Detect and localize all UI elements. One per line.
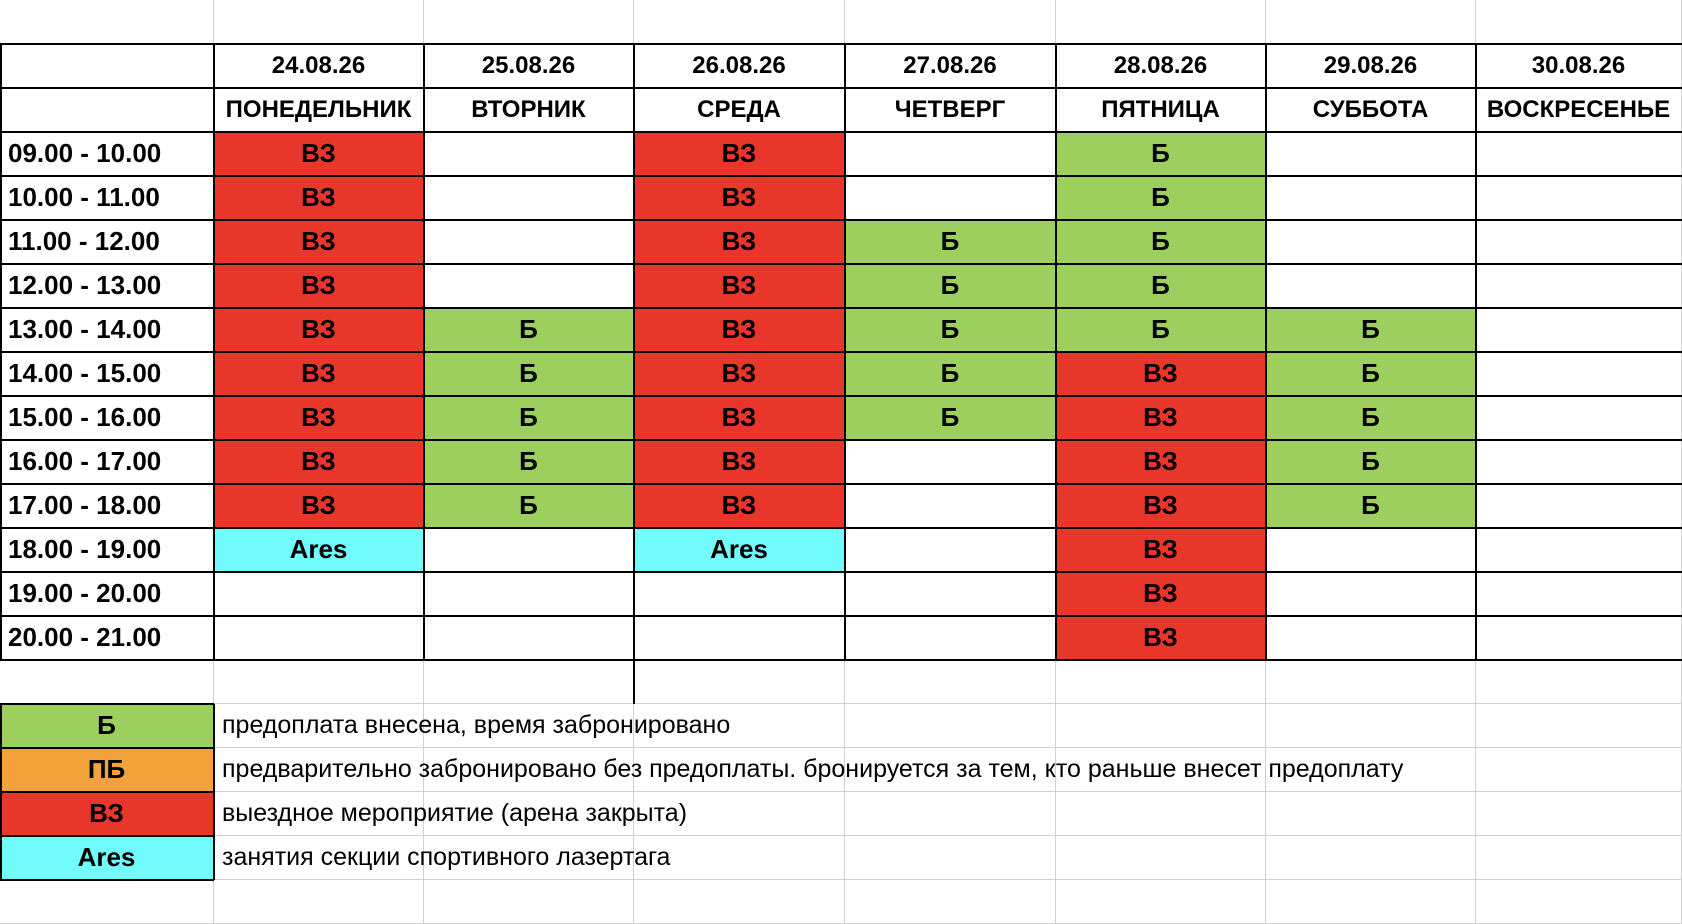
table-border (633, 660, 635, 704)
table-border (633, 44, 635, 660)
empty-slot-cell[interactable] (424, 132, 634, 176)
empty-slot-cell[interactable] (1476, 616, 1682, 660)
empty-slot-cell[interactable] (1266, 220, 1476, 264)
booking-cell[interactable]: ВЗ (634, 308, 845, 352)
empty-cell[interactable] (845, 880, 1056, 924)
table-border (0, 835, 214, 837)
empty-slot-cell[interactable] (424, 616, 634, 660)
booking-cell[interactable]: Б (1266, 440, 1476, 484)
weekday-header[interactable]: ВОСКРЕСЕНЬЕ (1476, 88, 1682, 132)
empty-cell[interactable] (634, 880, 845, 924)
table-border (1475, 44, 1477, 660)
booking-cell[interactable]: ВЗ (214, 440, 424, 484)
empty-slot-cell[interactable] (1476, 352, 1682, 396)
empty-slot-cell[interactable] (845, 440, 1056, 484)
empty-cell[interactable] (1266, 660, 1476, 704)
booking-cell[interactable]: ВЗ (1056, 484, 1266, 528)
empty-slot-cell[interactable] (1476, 220, 1682, 264)
time-slot-label[interactable]: 09.00 - 10.00 (0, 132, 214, 176)
table-border (0, 439, 1682, 441)
date-header[interactable]: 30.08.26 (1476, 44, 1682, 88)
empty-cell[interactable] (214, 660, 424, 704)
table-border (213, 44, 215, 660)
booking-cell[interactable]: ВЗ (214, 220, 424, 264)
booking-cell[interactable]: ВЗ (634, 484, 845, 528)
booking-cell[interactable]: ВЗ (634, 440, 845, 484)
empty-cell[interactable] (1476, 660, 1682, 704)
table-border (0, 395, 1682, 397)
table-border (0, 219, 1682, 221)
weekday-header[interactable]: СУББОТА (1266, 88, 1476, 132)
table-border (0, 351, 1682, 353)
empty-slot-cell[interactable] (1266, 132, 1476, 176)
empty-slot-cell[interactable] (845, 484, 1056, 528)
empty-cell[interactable] (424, 0, 634, 44)
empty-cell[interactable] (0, 44, 214, 88)
legend-description[interactable]: занятия секции спортивного лазертага (214, 836, 1682, 880)
booking-cell[interactable]: Б (1056, 308, 1266, 352)
booking-cell[interactable]: ВЗ (1056, 352, 1266, 396)
table-border (0, 703, 214, 705)
booking-cell[interactable]: Б (1056, 264, 1266, 308)
empty-cell[interactable] (0, 0, 214, 44)
empty-cell[interactable] (1476, 0, 1682, 44)
empty-slot-cell[interactable] (1266, 572, 1476, 616)
booking-cell[interactable]: Б (845, 220, 1056, 264)
table-border (0, 175, 1682, 177)
table-border (1265, 44, 1267, 660)
booking-cell[interactable]: Б (424, 484, 634, 528)
empty-cell[interactable] (1056, 660, 1266, 704)
booking-cell[interactable]: ВЗ (1056, 616, 1266, 660)
weekday-header[interactable]: СРЕДА (634, 88, 845, 132)
table-border (844, 44, 846, 660)
date-header[interactable]: 29.08.26 (1266, 44, 1476, 88)
booking-cell[interactable]: ВЗ (634, 132, 845, 176)
booking-cell[interactable]: ВЗ (214, 352, 424, 396)
time-slot-label[interactable]: 19.00 - 20.00 (0, 572, 214, 616)
empty-slot-cell[interactable] (214, 572, 424, 616)
weekday-header[interactable]: ПОНЕДЕЛЬНИК (214, 88, 424, 132)
booking-cell[interactable]: Б (845, 352, 1056, 396)
booking-cell[interactable]: ВЗ (634, 396, 845, 440)
time-slot-label[interactable]: 20.00 - 21.00 (0, 616, 214, 660)
booking-cell[interactable]: Б (424, 440, 634, 484)
empty-cell[interactable] (845, 0, 1056, 44)
empty-slot-cell[interactable] (424, 176, 634, 220)
time-slot-label[interactable]: 16.00 - 17.00 (0, 440, 214, 484)
empty-slot-cell[interactable] (845, 176, 1056, 220)
table-border (0, 704, 2, 880)
date-header[interactable]: 28.08.26 (1056, 44, 1266, 88)
empty-slot-cell[interactable] (1266, 176, 1476, 220)
booking-cell[interactable]: ВЗ (634, 220, 845, 264)
empty-slot-cell[interactable] (1266, 616, 1476, 660)
empty-cell[interactable] (0, 660, 214, 704)
date-header[interactable]: 27.08.26 (845, 44, 1056, 88)
table-border (0, 44, 2, 660)
booking-cell[interactable]: ВЗ (214, 308, 424, 352)
table-border (0, 615, 1682, 617)
empty-slot-cell[interactable] (1476, 528, 1682, 572)
empty-slot-cell[interactable] (1476, 440, 1682, 484)
empty-cell[interactable] (1056, 0, 1266, 44)
time-slot-label[interactable]: 10.00 - 11.00 (0, 176, 214, 220)
time-slot-label[interactable]: 14.00 - 15.00 (0, 352, 214, 396)
table-border (0, 659, 1682, 661)
empty-cell[interactable] (424, 660, 634, 704)
empty-cell[interactable] (1266, 0, 1476, 44)
empty-slot-cell[interactable] (845, 616, 1056, 660)
booking-cell[interactable]: Б (424, 352, 634, 396)
legend-description[interactable]: предоплата внесена, время забронировано (214, 704, 1682, 748)
booking-cell[interactable]: Б (1266, 308, 1476, 352)
booking-cell[interactable]: ВЗ (1056, 572, 1266, 616)
empty-cell[interactable] (424, 880, 634, 924)
legend-swatch[interactable]: ВЗ (0, 792, 214, 836)
empty-slot-cell[interactable] (1476, 572, 1682, 616)
empty-cell[interactable] (1056, 880, 1266, 924)
booking-cell[interactable]: Б (1056, 220, 1266, 264)
booking-cell[interactable]: Б (1266, 352, 1476, 396)
booking-cell[interactable]: ВЗ (1056, 396, 1266, 440)
weekday-header[interactable]: ПЯТНИЦА (1056, 88, 1266, 132)
booking-cell[interactable]: ВЗ (214, 132, 424, 176)
time-slot-label[interactable]: 17.00 - 18.00 (0, 484, 214, 528)
table-border (1055, 44, 1057, 660)
booking-cell[interactable]: Б (424, 308, 634, 352)
time-slot-label[interactable]: 15.00 - 16.00 (0, 396, 214, 440)
legend-swatch[interactable]: Ares (0, 836, 214, 880)
weekday-header[interactable]: ЧЕТВЕРГ (845, 88, 1056, 132)
empty-slot-cell[interactable] (424, 264, 634, 308)
table-border (0, 747, 214, 749)
booking-cell[interactable]: ВЗ (634, 176, 845, 220)
booking-cell[interactable]: Б (845, 308, 1056, 352)
empty-slot-cell[interactable] (214, 616, 424, 660)
empty-slot-cell[interactable] (1476, 396, 1682, 440)
table-border (0, 879, 214, 881)
time-slot-label[interactable]: 18.00 - 19.00 (0, 528, 214, 572)
empty-cell[interactable] (214, 880, 424, 924)
booking-cell[interactable]: ВЗ (1056, 440, 1266, 484)
empty-cell[interactable] (634, 660, 845, 704)
empty-cell[interactable] (1266, 880, 1476, 924)
booking-cell[interactable]: Б (1266, 396, 1476, 440)
empty-slot-cell[interactable] (634, 572, 845, 616)
time-slot-label[interactable]: 11.00 - 12.00 (0, 220, 214, 264)
empty-cell[interactable] (0, 88, 214, 132)
empty-slot-cell[interactable] (1476, 176, 1682, 220)
booking-cell[interactable]: ВЗ (214, 264, 424, 308)
booking-cell[interactable]: Б (424, 396, 634, 440)
table-border (0, 791, 214, 793)
booking-cell[interactable]: Ares (214, 528, 424, 572)
booking-cell[interactable]: Ares (634, 528, 845, 572)
booking-cell[interactable]: ВЗ (214, 484, 424, 528)
booking-cell[interactable]: ВЗ (214, 176, 424, 220)
date-header[interactable]: 25.08.26 (424, 44, 634, 88)
empty-slot-cell[interactable] (1476, 484, 1682, 528)
table-border (423, 44, 425, 660)
empty-slot-cell[interactable] (1476, 132, 1682, 176)
booking-cell[interactable]: ВЗ (214, 396, 424, 440)
empty-slot-cell[interactable] (845, 132, 1056, 176)
empty-slot-cell[interactable] (1266, 528, 1476, 572)
table-border (0, 87, 1682, 89)
table-border (0, 483, 1682, 485)
table-border (0, 571, 1682, 573)
empty-slot-cell[interactable] (1266, 264, 1476, 308)
booking-cell[interactable]: Б (1266, 484, 1476, 528)
booking-cell[interactable]: ВЗ (634, 352, 845, 396)
empty-slot-cell[interactable] (845, 572, 1056, 616)
weekday-header[interactable]: ВТОРНИК (424, 88, 634, 132)
table-border (0, 131, 1682, 133)
table-border (0, 527, 1682, 529)
time-slot-label[interactable]: 13.00 - 14.00 (0, 308, 214, 352)
booking-cell[interactable]: Б (845, 264, 1056, 308)
empty-slot-cell[interactable] (424, 572, 634, 616)
table-border (0, 43, 1682, 45)
empty-cell[interactable] (1476, 880, 1682, 924)
empty-slot-cell[interactable] (634, 616, 845, 660)
empty-slot-cell[interactable] (845, 528, 1056, 572)
legend-description[interactable]: выездное мероприятие (арена закрыта) (214, 792, 1682, 836)
legend-description[interactable]: предварительно забронировано без предоплаты. бронируется за тем, кто раньше внесет предоплату (214, 748, 1682, 792)
empty-slot-cell[interactable] (1476, 264, 1682, 308)
booking-cell[interactable]: ВЗ (1056, 528, 1266, 572)
date-header[interactable]: 24.08.26 (214, 44, 424, 88)
legend-swatch[interactable]: Б (0, 704, 214, 748)
date-header[interactable]: 26.08.26 (634, 44, 845, 88)
table-border (0, 263, 1682, 265)
table-border (0, 307, 1682, 309)
booking-cell[interactable]: Б (1056, 132, 1266, 176)
time-slot-label[interactable]: 12.00 - 13.00 (0, 264, 214, 308)
booking-cell[interactable]: Б (845, 396, 1056, 440)
empty-slot-cell[interactable] (424, 220, 634, 264)
empty-cell[interactable] (634, 0, 845, 44)
empty-cell[interactable] (214, 0, 424, 44)
empty-cell[interactable] (845, 660, 1056, 704)
empty-cell[interactable] (0, 880, 214, 924)
empty-slot-cell[interactable] (1476, 308, 1682, 352)
booking-cell[interactable]: Б (1056, 176, 1266, 220)
booking-cell[interactable]: ВЗ (634, 264, 845, 308)
legend-swatch[interactable]: ПБ (0, 748, 214, 792)
table-border (213, 704, 215, 880)
empty-slot-cell[interactable] (424, 528, 634, 572)
